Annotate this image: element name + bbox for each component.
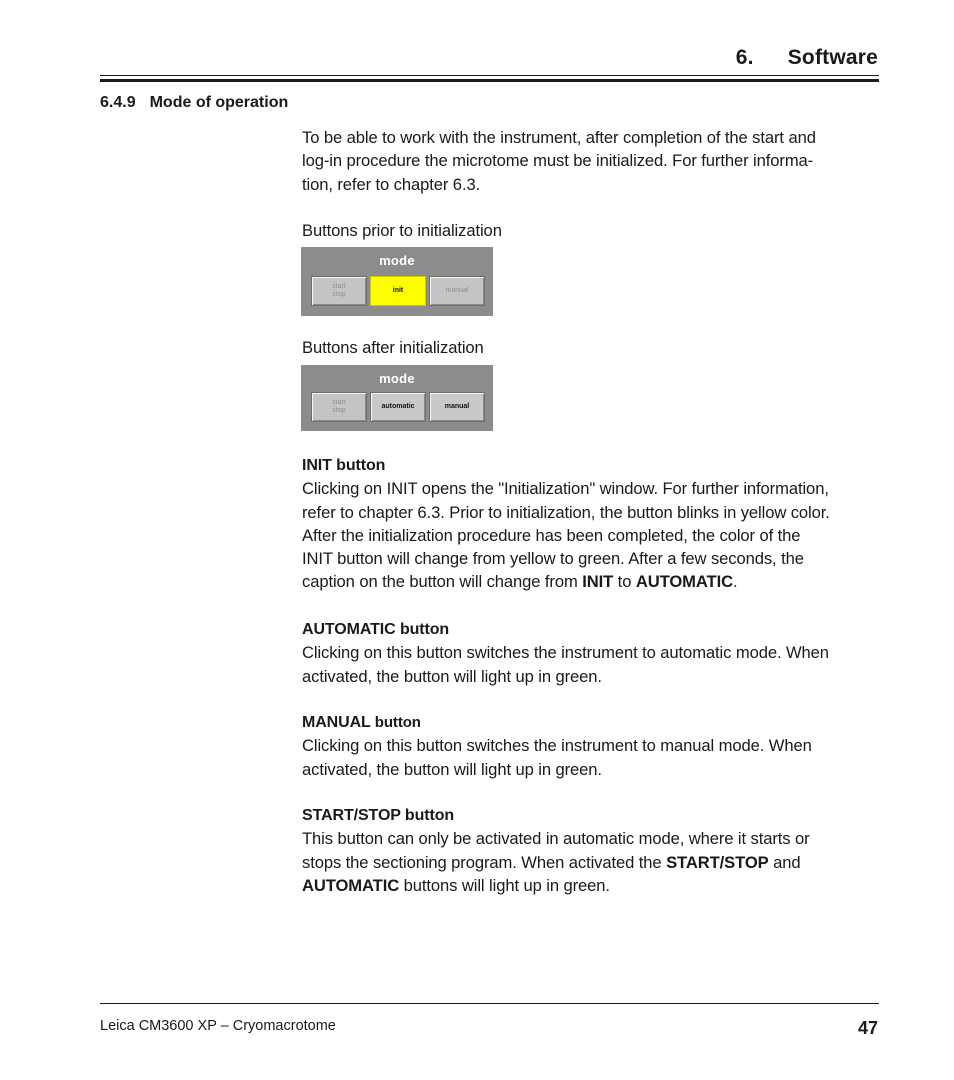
body-line: Clicking on INIT opens the "Initialization" window. For further information, [302,479,829,499]
header-rule-thin [100,75,879,76]
automatic-button-heading: AUTOMATIC button [302,621,450,638]
body-line: INIT button will change from yellow to green. After a few seconds, the [302,549,804,569]
section-title: Mode of operation [149,94,289,111]
chapter-number: 6. [735,46,754,69]
manual-button-section [302,711,882,781]
manual-button[interactable] [429,392,485,422]
mode-panel-before-init [301,247,493,316]
intro-line: To be able to work with the instrument, after completion of the start and [302,128,816,147]
intro-paragraph [302,126,882,196]
footer-rule [100,1003,879,1004]
text-run-bold: AUTOMATIC [302,875,400,895]
body-line: activated, the button will light up in green. [302,759,602,779]
text-run: buttons will light up in green. [399,875,610,895]
page-number: 47 [857,1018,878,1038]
button-label: init [392,287,404,294]
button-label: start [332,283,346,290]
automatic-button-section [302,618,882,688]
text-run: button [370,714,421,731]
button-label: manual [444,403,470,410]
manual-button[interactable] [429,276,485,306]
body-line: refer to chapter 6.3. Prior to initialization, the button blinks in yellow color. [302,502,830,522]
section-number: 6.4.9 [100,94,136,111]
start-stop-button[interactable] [311,392,367,422]
body-line: Clicking on this button switches the instrument to manual mode. When [302,736,812,756]
manual-button-heading [302,711,882,734]
button-label: automatic [381,403,415,410]
body-line [302,570,882,593]
footer-product-name: Leica CM3600 XP – Cryomacrotome [100,1018,336,1034]
text-run: caption on the button will change from [302,572,583,592]
header-rule-thick [100,79,879,82]
button-label: manual [445,287,469,294]
mode-panel-after-init [301,365,493,431]
chapter-title: Software [787,46,878,69]
caption-after-init: Buttons after initialization [302,338,484,357]
intro-line: log-in procedure the microtome must be initialized. For further informa- [302,151,814,171]
section-heading [100,94,288,112]
startstop-button-heading: START/STOP button [302,807,455,824]
startstop-button-section [302,804,882,897]
text-run-bold: AUTOMATIC [635,572,733,592]
text-run: stops the sectioning program. When activated the [302,852,667,872]
body-line [302,874,882,897]
button-label: stop [332,407,346,414]
text-run-bold: START/STOP [666,852,769,872]
text-run: and [768,852,801,872]
text-run: . [732,572,738,592]
automatic-button[interactable] [370,392,426,422]
body-line: Clicking on this button switches the instrument to automatic mode. When [302,643,829,663]
body-line [302,851,882,874]
init-button-section [302,454,882,594]
intro-line: tion, refer to chapter 6.3. [302,174,481,194]
body-line: After the initialization procedure has been completed, the color of the [302,525,801,545]
button-label: stop [332,291,346,298]
chapter-header [736,46,878,70]
body-line: This button can only be activated in automatic mode, where it starts or [302,829,810,849]
init-button[interactable] [370,276,426,306]
text-run: to [613,572,636,592]
init-button-heading: INIT button [302,457,386,474]
caption-before-init: Buttons prior to initialization [302,221,502,240]
button-label: start [332,399,346,406]
start-stop-button[interactable] [311,276,367,306]
body-line: activated, the button will light up in green. [302,666,602,686]
text-run-bold: MANUAL [302,714,371,731]
mode-panel-title: mode [379,253,415,268]
mode-panel-title: mode [379,371,415,386]
text-run-bold: INIT [582,572,614,592]
